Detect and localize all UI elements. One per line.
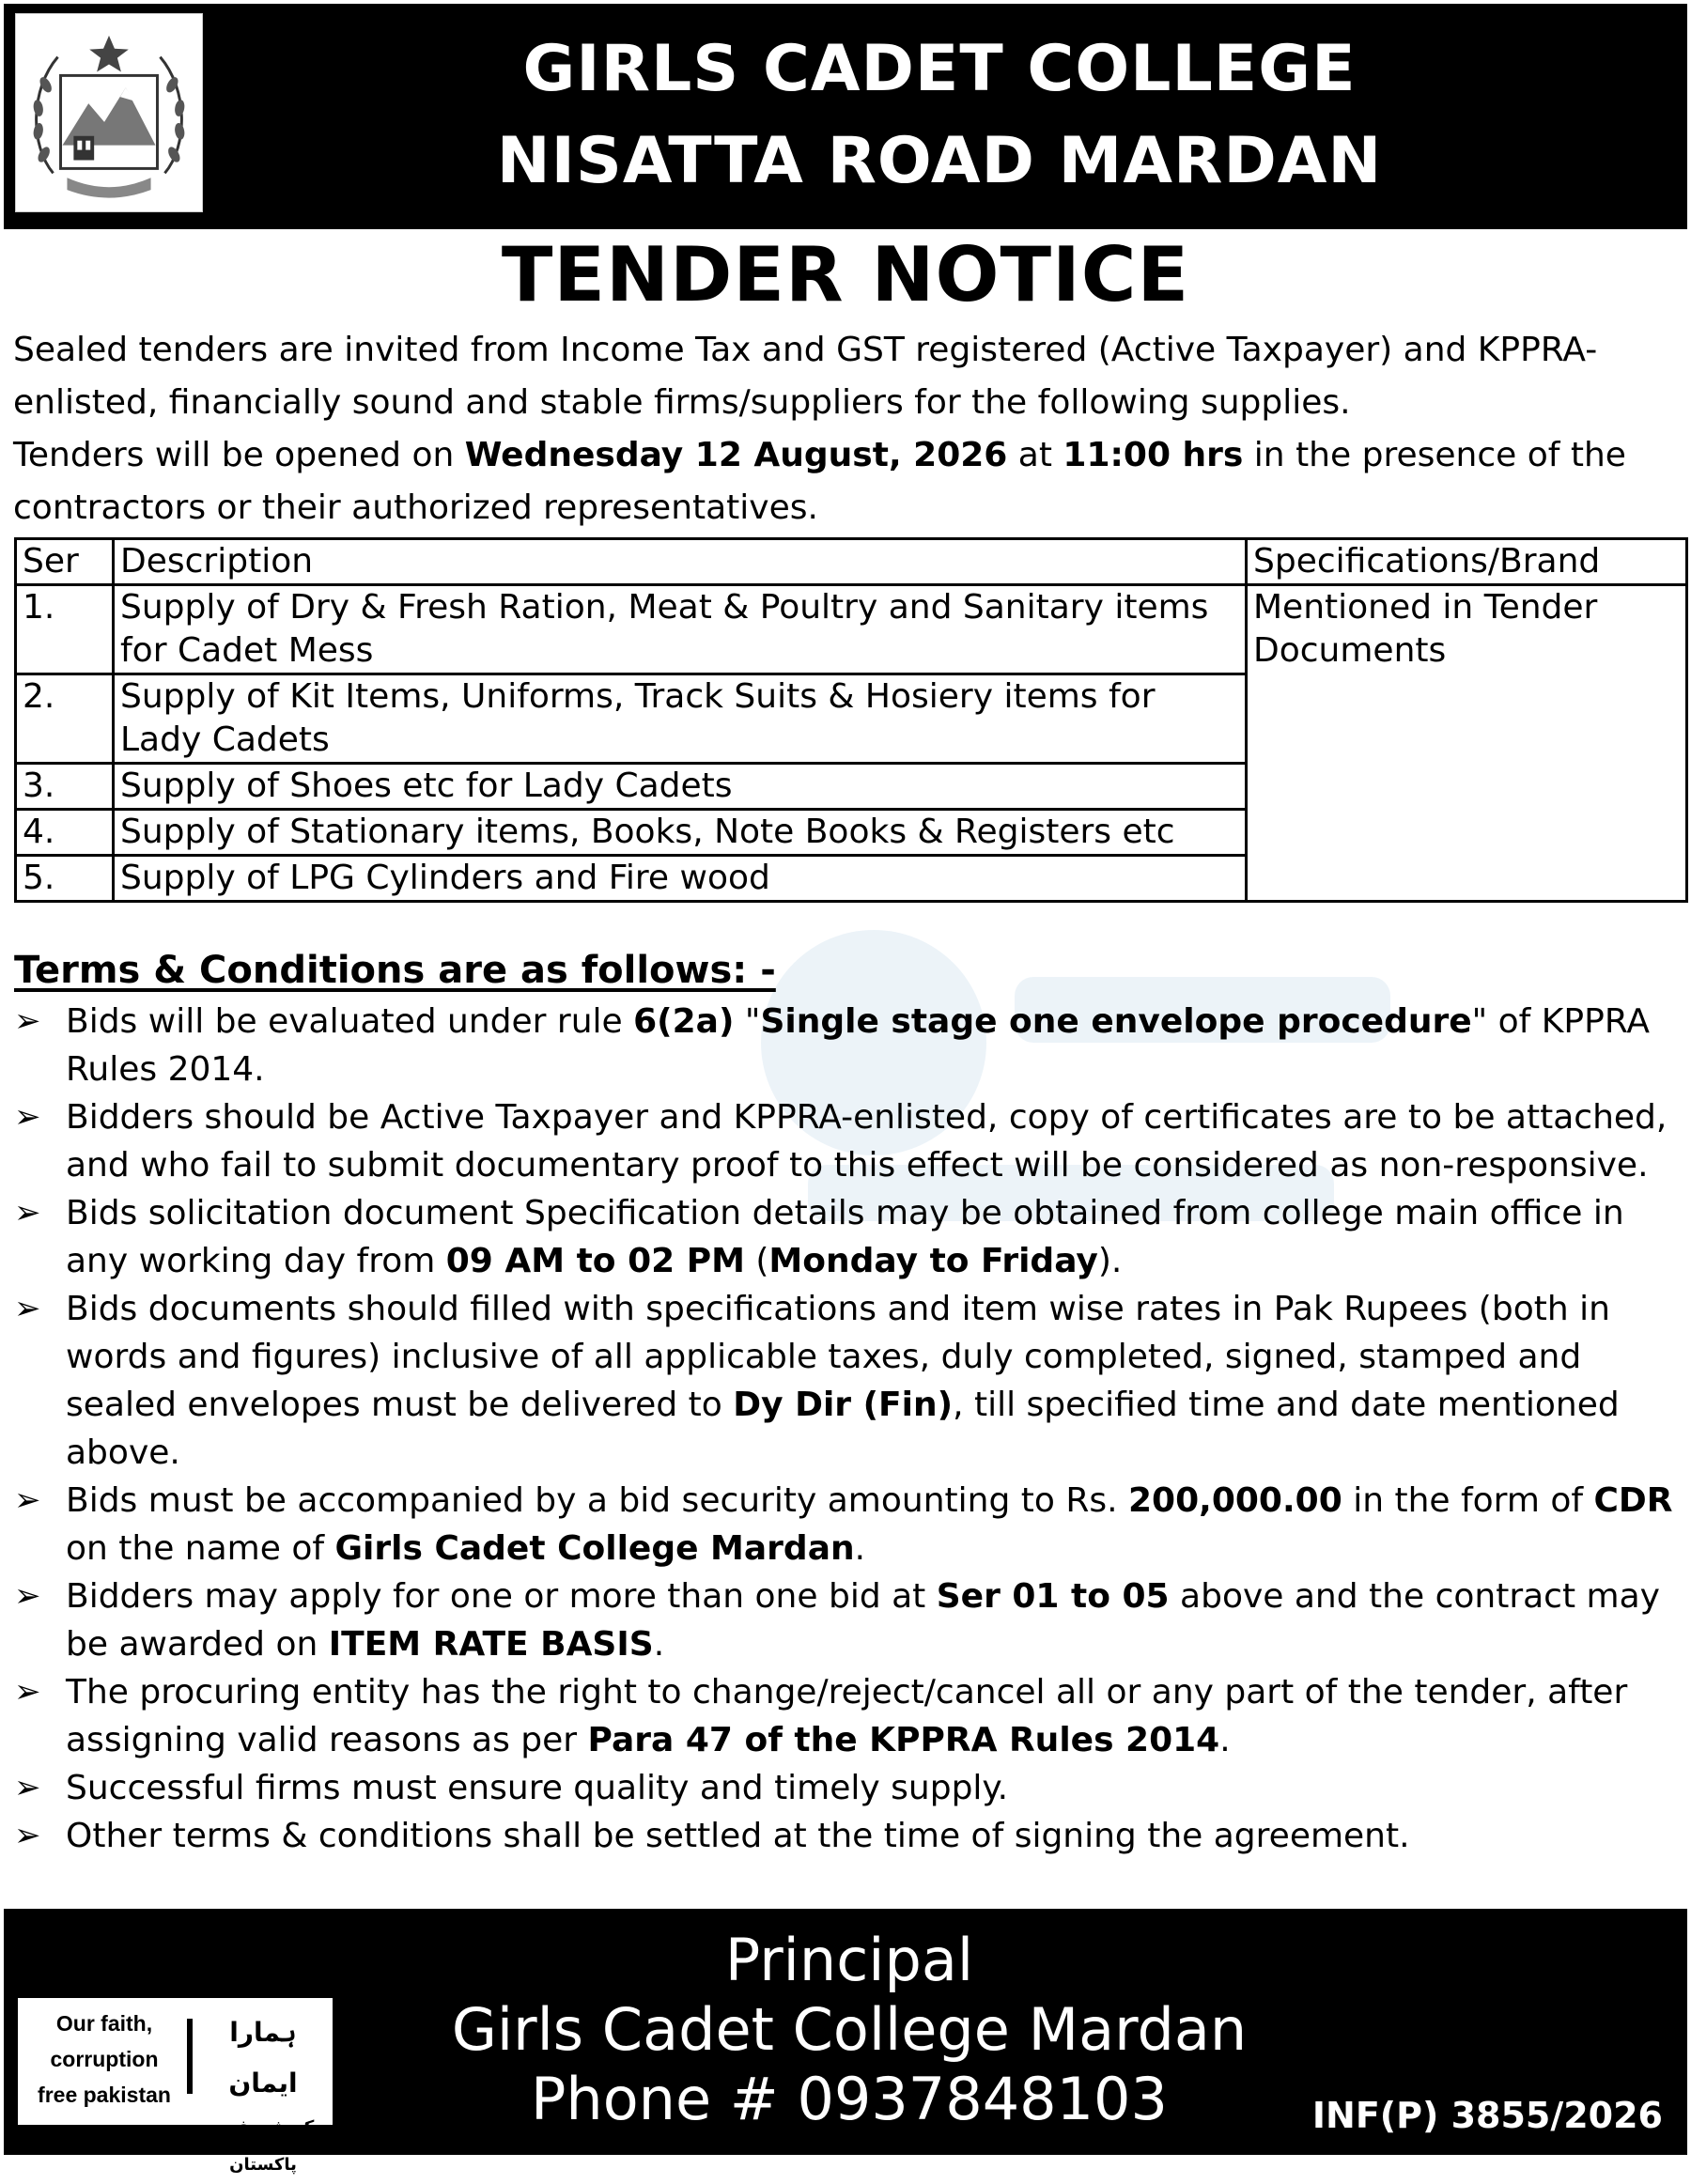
intro-paragraph-2 [13,429,1685,534]
arrow-bullet-icon: ➢ [14,1817,41,1854]
slogan-divider [187,2019,193,2094]
slogan-line: کرپشن فری پاکستان [211,2117,315,2175]
term-item [14,1572,1686,1668]
supplies-table [14,537,1688,903]
text-segment: Bids documents should filled with specifications and item wise rates in Pak Rupees (both in words and figures) inclusive of all applicable taxes, duly completed, signed, stamped and sealed envelopes must be delivered to [66,1290,1610,1424]
signatory-title: Principal [724,1926,974,1994]
row-ser: 1. [16,585,114,674]
slogan-line: free pakistan [38,2083,171,2107]
text-segment: Other terms & conditions shall be settled at the time of signing the agreement. [66,1817,1410,1855]
header-description: Description [114,539,1247,585]
row-ser: 3. [16,764,114,810]
opening-time: 11:00 hrs [1063,436,1244,474]
text-segment: on the name of [66,1529,335,1568]
college-name: GIRLS CADET COLLEGE [522,32,1357,106]
arrow-bullet-icon: ➢ [14,1577,41,1615]
procedure-name: Single stage one envelope procedure [760,1002,1472,1041]
text-segment: . [854,1529,866,1568]
arrow-bullet-icon: ➢ [14,1098,41,1136]
contact-phone: Phone # 0937848103 [531,2065,1168,2133]
text-segment: Bids must be accompanied by a bid security amounting to Rs. [66,1481,1128,1520]
text-segment: " [734,1002,761,1041]
arrow-bullet-icon: ➢ [14,1769,41,1806]
terms-heading: Terms & Conditions are as follows: - [14,949,776,992]
slogan-line: Our faith, [55,2011,153,2036]
slogan-english [25,2006,183,2113]
row-ser: 4. [16,810,114,856]
college-address: NISATTA ROAD MARDAN [496,124,1383,198]
header-banner [4,4,1687,229]
arrow-bullet-icon: ➢ [14,1673,41,1711]
term-item [14,1477,1686,1572]
arrow-bullet-icon: ➢ [14,1290,41,1327]
row-description: Supply of Kit Items, Uniforms, Track Suits & Hosiery items for Lady Cadets [114,674,1247,764]
slogan-line: ہمارا ایمان [228,2017,298,2099]
text-segment: " of KPPRA Rules 2014. [66,1002,1651,1089]
term-item [14,1668,1686,1764]
text-segment: , till specified time and date mentioned above. [66,1386,1620,1472]
text-segment: Bids will be evaluated under rule [66,1002,634,1041]
terms-list [14,998,1686,1860]
text-segment: Bidders may apply for one or more than one bid at [66,1577,937,1616]
text-segment: in the form of [1342,1481,1594,1520]
serial-range: Ser 01 to 05 [936,1577,1170,1616]
security-form: CDR [1593,1481,1673,1520]
arrow-bullet-icon: ➢ [14,1481,41,1519]
header-spec: Specifications/Brand [1247,539,1687,585]
opening-date: Wednesday 12 August, 2026 [464,436,1008,474]
emblem-icon [16,14,202,211]
anti-corruption-slogan [18,1998,333,2175]
text-segment: . [1219,1721,1231,1759]
intro-paragraph-1: Sealed tenders are invited from Income Tax and GST registered (Active Taxpayer) and KPPRA-enlisted, financially sound and stable firms/suppliers for the following supplies. [13,331,1598,422]
recipient-office: Dy Dir (Fin) [733,1386,954,1424]
text-segment: . [653,1625,665,1664]
arrow-bullet-icon: ➢ [14,1194,41,1231]
spec-cell: Mentioned in Tender Documents [1247,585,1687,902]
kp-government-logo [15,13,203,212]
term-item [14,1812,1686,1860]
text-segment: Bidders should be Active Taxpayer and KPPRA-enlisted, copy of certificates are to be attached, and who fail to submit documentary proof to this effect will be considered as non-responsive. [66,1098,1668,1185]
signatory-institution: Girls Cadet College Mardan [451,1995,1248,2064]
slogan-line: corruption [50,2047,159,2071]
text-segment: ). [1097,1242,1123,1280]
row-description: Supply of Dry & Fresh Ration, Meat & Poultry and Sanitary items for Cadet Mess [114,585,1247,674]
arrow-bullet-icon: ➢ [14,1002,41,1040]
payee-name: Girls Cadet College Mardan [334,1529,855,1568]
term-item [14,1764,1686,1812]
row-ser: 5. [16,856,114,902]
term-item [14,1189,1686,1285]
text-segment: above and the contract may be awarded on [66,1577,1660,1664]
rule-number: 6(2a) [633,1002,735,1041]
footer-banner [4,1909,1687,2175]
row-ser: 2. [16,674,114,764]
term-item [14,1093,1686,1189]
text-segment: Successful firms must ensure quality and timely supply. [66,1769,1009,1807]
table-header-row [16,539,1687,585]
row-description: Supply of Stationary items, Books, Note Books & Registers etc [114,810,1247,856]
text-segment: The procuring entity has the right to change/reject/cancel all or any part of the tender, after assigning valid reasons as per [66,1673,1628,1759]
intro-text [13,324,1685,534]
notice-title: TENDER NOTICE [501,231,1190,318]
text-segment: Bids solicitation document Specification details may be obtained from college main office in any working day from [66,1194,1624,1280]
text-segment: at [1007,436,1063,474]
office-days: Monday to Friday [768,1242,1098,1280]
inf-reference-number: INF(P) 3855/2026 [1311,2095,1663,2136]
text-segment: ( [744,1242,769,1280]
bid-security-amount: 200,000.00 [1128,1481,1342,1520]
text-segment: Tenders will be opened on [13,436,465,474]
header-ser: Ser [16,539,114,585]
term-item [14,998,1686,1093]
text-segment: in the presence of the contractors or their authorized representatives. [13,436,1626,527]
row-description: Supply of LPG Cylinders and Fire wood [114,856,1247,902]
table-row [16,585,1687,674]
row-description: Supply of Shoes etc for Lady Cadets [114,764,1247,810]
rule-reference: Para 47 of the KPPRA Rules 2014 [587,1721,1220,1759]
office-hours: 09 AM to 02 PM [445,1242,745,1280]
award-basis: ITEM RATE BASIS [328,1625,654,1664]
term-item [14,1285,1686,1477]
